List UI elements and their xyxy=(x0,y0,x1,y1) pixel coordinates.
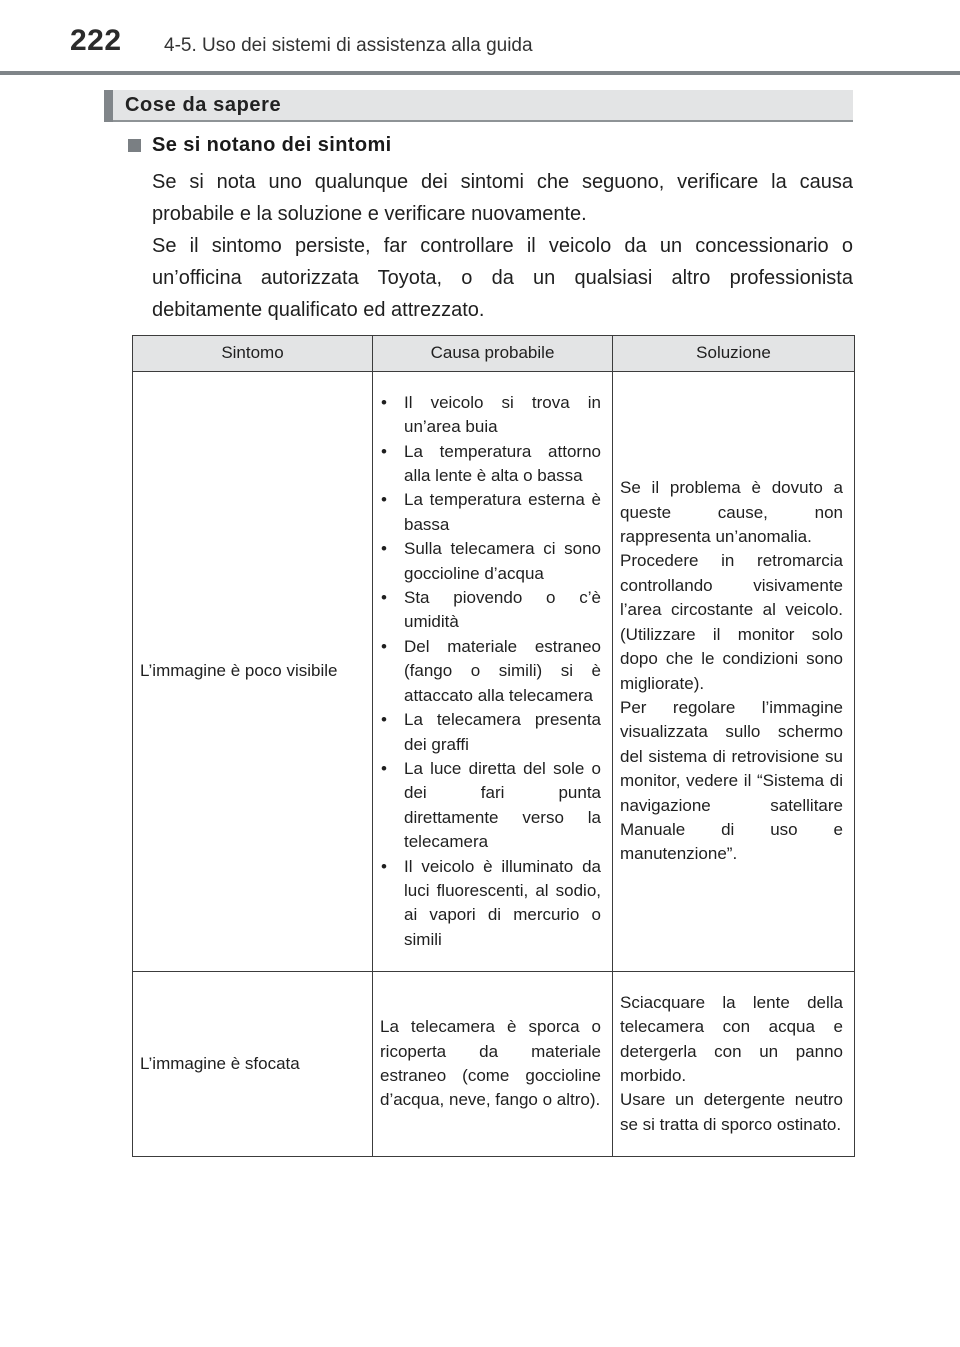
info-box-title: Cose da sapere xyxy=(125,94,282,116)
info-box-header xyxy=(104,90,853,122)
table-row xyxy=(133,972,855,1157)
symptom-cell: L’immagine è sfocata xyxy=(133,972,373,1157)
page-number: 222 xyxy=(70,24,122,57)
solution-cell xyxy=(613,972,855,1157)
solution-text: Se il problema è dovuto a queste cause, non rappresenta un’anomalia. xyxy=(620,478,843,547)
advice-paragraph: Se il sintomo persiste, far controllare il veicolo da un concessionario o un’officina autorizzata Toyota, o da un qualsiasi altro professionista debitamente qualificato ed attrezzato. xyxy=(152,235,853,321)
section-title: 4-5. Uso dei sistemi di assistenza alla guida xyxy=(164,35,533,56)
subsection-heading-text: Se si notano dei sintomi xyxy=(152,134,392,156)
solution-cell xyxy=(613,372,855,972)
info-box-accent-bar xyxy=(104,90,113,122)
header-symptom: Sintomo xyxy=(133,336,373,372)
header-cause: Causa probabile xyxy=(373,336,613,372)
list-item: • Del materiale estraneo (fango o simili) si è attaccato alla telecamera xyxy=(380,635,601,708)
solution-text: Usare un detergente neutro se si tratta di sporco ostinato. xyxy=(620,1090,843,1134)
cause-cell xyxy=(373,372,613,972)
square-bullet-icon xyxy=(128,139,141,152)
page-header xyxy=(0,0,960,76)
list-item: • Il veicolo è illuminato da luci fluorescenti, al sodio, ai vapori di mercurio o simili xyxy=(380,855,601,953)
table-row xyxy=(133,372,855,972)
solution-text: Procedere in retromarcia controllando visivamente l’area circostante al veicolo. (Utilizzare il monitor solo dopo che le condizioni sono migliorate). xyxy=(620,551,843,693)
list-item: • La temperatura attorno alla lente è alta o bassa xyxy=(380,440,601,489)
troubleshooting-table xyxy=(132,335,855,1157)
intro-paragraph: Se si nota uno qualunque dei sintomi che seguono, verificare la causa probabile e la soluzione e verificare nuovamente. xyxy=(152,171,853,225)
symptom-cell: L’immagine è poco visibile xyxy=(133,372,373,972)
header-solution: Soluzione xyxy=(613,336,855,372)
solution-text: Sciacquare la lente della telecamera con acqua e detergerla con un panno morbido. xyxy=(620,992,843,1085)
header-divider xyxy=(0,71,960,75)
solution-text: Per regolare l’immagine visualizzata sullo schermo del sistema di retrovisione su monitor, vedere il “Sistema di navigazione satellitare Manuale di uso e manutenzione”. xyxy=(620,697,843,864)
list-item: • Sulla telecamera ci sono goccioline d’acqua xyxy=(380,537,601,586)
list-item: • La telecamera presenta dei graffi xyxy=(380,708,601,757)
list-item: • La luce diretta del sole o dei fari punta direttamente verso la telecamera xyxy=(380,757,601,855)
cause-cell: La telecamera è sporca o ricoperta da materiale estraneo (come goccioline d’acqua, neve, fango o altro). xyxy=(373,972,613,1157)
cause-list xyxy=(380,391,601,952)
list-item: • La temperatura esterna è bassa xyxy=(380,488,601,537)
table-header-row xyxy=(133,336,855,372)
list-item: • Sta piovendo o c’è umidità xyxy=(380,586,601,635)
list-item: • Il veicolo si trova in un’area buia xyxy=(380,391,601,440)
